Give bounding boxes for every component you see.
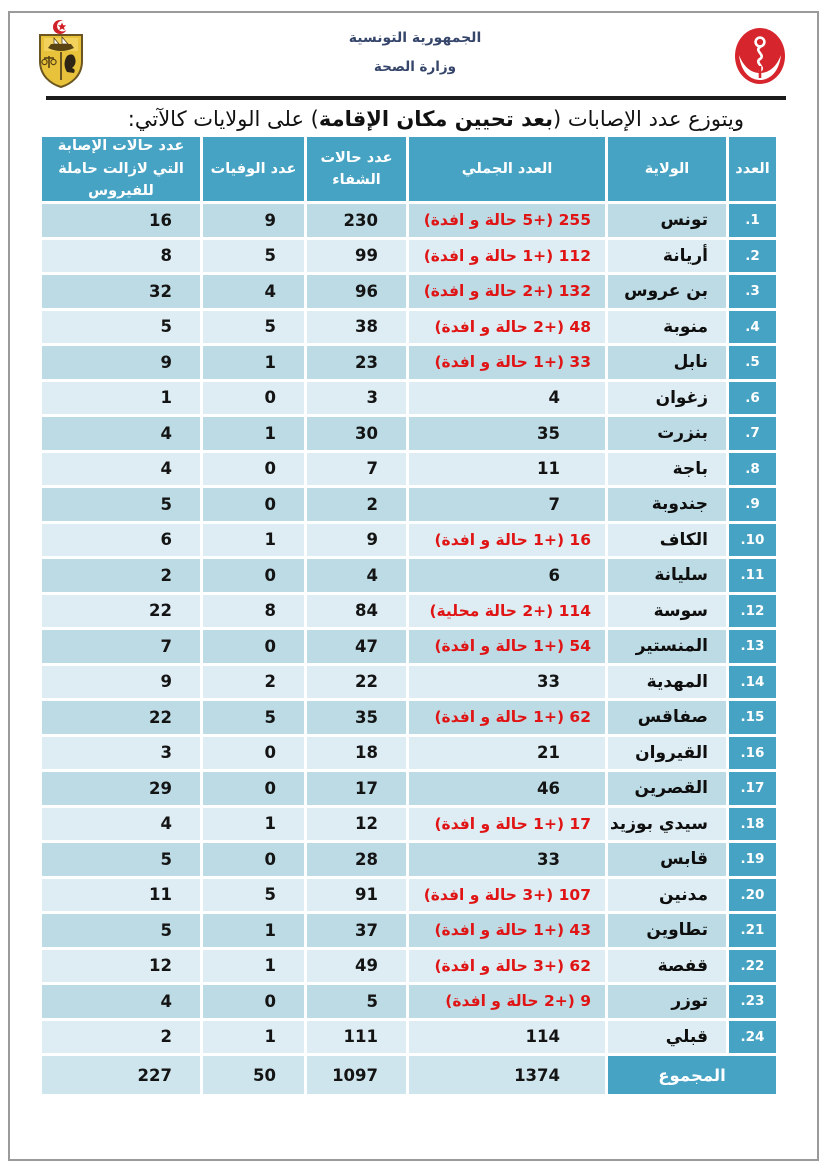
active-cases: 7: [42, 630, 200, 663]
row-index: .23: [729, 985, 776, 1018]
recovered-cases: 99: [307, 240, 406, 273]
wilaya-name: صفاقس: [608, 701, 726, 734]
active-cases: 4: [42, 985, 200, 1018]
total-cases: 35: [409, 417, 605, 450]
recovered-cases: 4: [307, 559, 406, 592]
active-cases: 4: [42, 453, 200, 486]
wilaya-name: سوسة: [608, 595, 726, 628]
recovered-cases: 96: [307, 275, 406, 308]
wilaya-name: قفصة: [608, 950, 726, 983]
page-title-post: ) على الولايات كالآتي:: [127, 107, 319, 131]
total-cases: 17 (+1 حالة و افدة): [409, 808, 605, 841]
total-cases: 107 (+3 حالة و افدة): [409, 879, 605, 912]
recovered-cases: 38: [307, 311, 406, 344]
total-cases: 62 (+1 حالة و افدة): [409, 701, 605, 734]
wilaya-name: القصرين: [608, 772, 726, 805]
wilaya-name: مدنين: [608, 879, 726, 912]
col-header-total: العدد الجملي: [409, 137, 605, 201]
active-cases: 1: [42, 382, 200, 415]
total-cases: 33 (+1 حالة و افدة): [409, 346, 605, 379]
total-cases: 16 (+1 حالة و افدة): [409, 524, 605, 557]
active-cases: 5: [42, 311, 200, 344]
active-cases: 12: [42, 950, 200, 983]
total-row-recovered: 1097: [307, 1056, 406, 1094]
death-cases: 0: [203, 453, 304, 486]
page-title: [40, 107, 744, 131]
ministry-title: وزارة الصحة: [373, 59, 457, 75]
wilaya-name: تطاوين: [608, 914, 726, 947]
active-cases: 11: [42, 879, 200, 912]
death-cases: 5: [203, 701, 304, 734]
total-row-deaths: 50: [203, 1056, 304, 1094]
death-cases: 0: [203, 559, 304, 592]
total-cases: 132 (+2 حالة و افدة): [409, 275, 605, 308]
total-cases: 114 (+2 حالة محلية): [409, 595, 605, 628]
total-row-label: المجموع: [608, 1056, 776, 1094]
active-cases: 29: [42, 772, 200, 805]
recovered-cases: 49: [307, 950, 406, 983]
active-cases: 6: [42, 524, 200, 557]
row-index: .9: [729, 488, 776, 521]
active-cases: 22: [42, 595, 200, 628]
wilaya-name: جندوبة: [608, 488, 726, 521]
recovered-cases: 91: [307, 879, 406, 912]
death-cases: 1: [203, 346, 304, 379]
recovered-cases: 3: [307, 382, 406, 415]
active-cases: 5: [42, 488, 200, 521]
death-cases: 0: [203, 382, 304, 415]
row-index: .18: [729, 808, 776, 841]
row-index: .15: [729, 701, 776, 734]
col-header-index: العدد: [729, 137, 776, 201]
row-index: .8: [729, 453, 776, 486]
death-cases: 1: [203, 808, 304, 841]
death-cases: 1: [203, 417, 304, 450]
active-cases: 3: [42, 737, 200, 770]
wilaya-name: المنستير: [608, 630, 726, 663]
wilaya-name: زغوان: [608, 382, 726, 415]
total-row-active: 227: [42, 1056, 200, 1094]
active-cases: 5: [42, 843, 200, 876]
row-index: .20: [729, 879, 776, 912]
active-cases: 4: [42, 417, 200, 450]
row-index: .5: [729, 346, 776, 379]
total-cases: 4: [409, 382, 605, 415]
total-cases: 33: [409, 843, 605, 876]
total-cases: 114: [409, 1021, 605, 1054]
total-cases: 112 (+1 حالة و افدة): [409, 240, 605, 273]
recovered-cases: 7: [307, 453, 406, 486]
wilaya-name: بنزرت: [608, 417, 726, 450]
recovered-cases: 111: [307, 1021, 406, 1054]
active-cases: 5: [42, 914, 200, 947]
total-cases: 46: [409, 772, 605, 805]
death-cases: 5: [203, 240, 304, 273]
active-cases: 2: [42, 559, 200, 592]
total-row-total: 1374: [409, 1056, 605, 1094]
active-cases: 4: [42, 808, 200, 841]
death-cases: 2: [203, 666, 304, 699]
row-index: .1: [729, 204, 776, 237]
wilaya-name: قبلي: [608, 1021, 726, 1054]
recovered-cases: 22: [307, 666, 406, 699]
recovered-cases: 230: [307, 204, 406, 237]
death-cases: 0: [203, 630, 304, 663]
recovered-cases: 28: [307, 843, 406, 876]
active-cases: 22: [42, 701, 200, 734]
total-cases: 62 (+3 حالة و افدة): [409, 950, 605, 983]
row-index: .16: [729, 737, 776, 770]
row-index: .7: [729, 417, 776, 450]
total-cases: 43 (+1 حالة و افدة): [409, 914, 605, 947]
death-cases: 1: [203, 1021, 304, 1054]
col-header-deaths: عدد الوفيات: [203, 137, 304, 201]
wilaya-name: بن عروس: [608, 275, 726, 308]
row-index: .11: [729, 559, 776, 592]
col-header-wilaya: الولاية: [608, 137, 726, 201]
wilaya-name: أريانة: [608, 240, 726, 273]
recovered-cases: 47: [307, 630, 406, 663]
wilaya-name: سليانة: [608, 559, 726, 592]
recovered-cases: 17: [307, 772, 406, 805]
recovered-cases: 5: [307, 985, 406, 1018]
death-cases: 1: [203, 914, 304, 947]
row-index: .10: [729, 524, 776, 557]
total-cases: 33: [409, 666, 605, 699]
death-cases: 5: [203, 879, 304, 912]
death-cases: 5: [203, 311, 304, 344]
death-cases: 9: [203, 204, 304, 237]
recovered-cases: 23: [307, 346, 406, 379]
document-header: [0, 18, 830, 92]
row-index: .2: [729, 240, 776, 273]
wilaya-name: القيروان: [608, 737, 726, 770]
wilaya-name: منوبة: [608, 311, 726, 344]
page-title-bold: بعد تحيين مكان الإقامة: [318, 107, 553, 131]
wilaya-name: باجة: [608, 453, 726, 486]
row-index: .22: [729, 950, 776, 983]
wilaya-name: تونس: [608, 204, 726, 237]
recovered-cases: 18: [307, 737, 406, 770]
wilaya-name: الكاف: [608, 524, 726, 557]
page-title-pre: ويتوزع عدد الإصابات (: [552, 107, 744, 131]
row-index: .14: [729, 666, 776, 699]
recovered-cases: 84: [307, 595, 406, 628]
recovered-cases: 30: [307, 417, 406, 450]
death-cases: 0: [203, 488, 304, 521]
active-cases: 8: [42, 240, 200, 273]
recovered-cases: 37: [307, 914, 406, 947]
active-cases: 32: [42, 275, 200, 308]
total-cases: 7: [409, 488, 605, 521]
row-index: .12: [729, 595, 776, 628]
total-cases: 6: [409, 559, 605, 592]
row-index: .4: [729, 311, 776, 344]
row-index: .17: [729, 772, 776, 805]
death-cases: 4: [203, 275, 304, 308]
total-cases: 48 (+2 حالة و افدة): [409, 311, 605, 344]
active-cases: 16: [42, 204, 200, 237]
death-cases: 0: [203, 772, 304, 805]
wilaya-name: قابس: [608, 843, 726, 876]
header-divider: [46, 96, 786, 100]
wilaya-name: سيدي بوزيد: [608, 808, 726, 841]
row-index: .3: [729, 275, 776, 308]
cases-table: [42, 137, 776, 1094]
death-cases: 1: [203, 524, 304, 557]
death-cases: 0: [203, 737, 304, 770]
recovered-cases: 2: [307, 488, 406, 521]
row-index: .21: [729, 914, 776, 947]
death-cases: 0: [203, 985, 304, 1018]
health-ministry-emblem-icon: [734, 26, 786, 86]
recovered-cases: 12: [307, 808, 406, 841]
col-header-recovered: عدد حالات الشفاء: [307, 137, 406, 201]
total-cases: 21: [409, 737, 605, 770]
total-cases: 9 (+2 حالة و افدة): [409, 985, 605, 1018]
col-header-active: عدد حالات الإصابة التي لازالت حاملة للفيروس: [42, 137, 200, 201]
active-cases: 9: [42, 666, 200, 699]
death-cases: 8: [203, 595, 304, 628]
active-cases: 9: [42, 346, 200, 379]
wilaya-name: توزر: [608, 985, 726, 1018]
republic-title: الجمهورية التونسية: [348, 30, 482, 46]
active-cases: 2: [42, 1021, 200, 1054]
death-cases: 1: [203, 950, 304, 983]
government-titles: [0, 30, 830, 75]
recovered-cases: 9: [307, 524, 406, 557]
total-cases: 11: [409, 453, 605, 486]
row-index: .24: [729, 1021, 776, 1054]
total-cases: 255 (+5 حالة و افدة): [409, 204, 605, 237]
row-index: .13: [729, 630, 776, 663]
wilaya-name: المهدية: [608, 666, 726, 699]
row-index: .6: [729, 382, 776, 415]
wilaya-name: نابل: [608, 346, 726, 379]
death-cases: 0: [203, 843, 304, 876]
total-cases: 54 (+1 حالة و افدة): [409, 630, 605, 663]
recovered-cases: 35: [307, 701, 406, 734]
row-index: .19: [729, 843, 776, 876]
